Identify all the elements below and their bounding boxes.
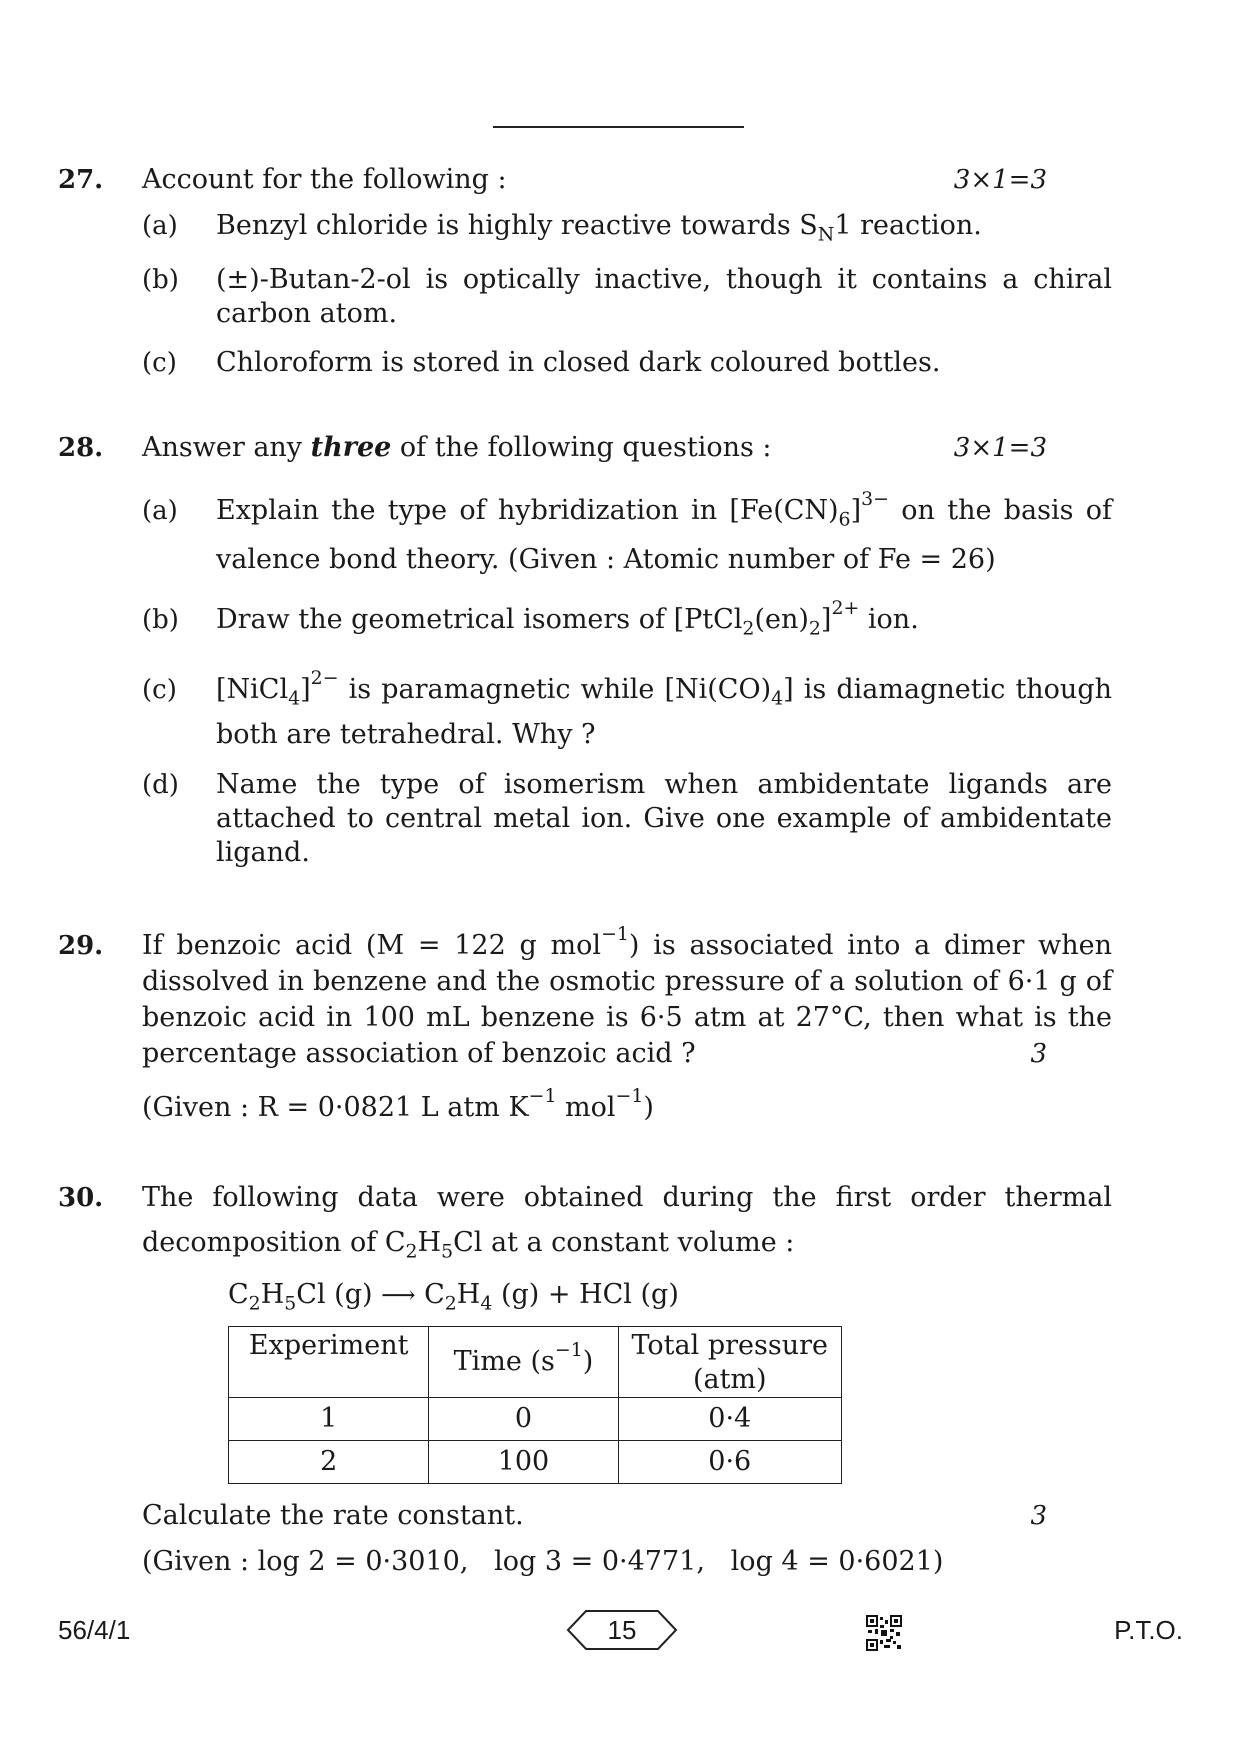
q29-number: 29. [58,931,104,961]
q28b-label: (b) [142,605,179,635]
header-time: Time $(s^{-1})$ [429,1327,618,1398]
q29-given: (Given : R = 0·0821 L atm $K^{-1}$ mol$^{-1}$) [142,1084,654,1123]
table-cell: 1 [229,1398,429,1441]
header-total-pressure: Total pressure (atm) [618,1327,841,1398]
q28d-line3: ligand. [216,837,310,868]
q28d-label: (d) [142,770,179,800]
qr-code-icon [866,1615,902,1651]
q27b-line2: carbon atom. [216,298,398,329]
header-experiment: Experiment [229,1327,429,1398]
q27b-line1: (±)-Butan-2-ol is optically inactive, though it contains a chiral [216,264,1112,295]
q28a-line2: valence bond theory. (Given : Atomic number of Fe = 26) [216,544,996,575]
q28a-label: (a) [142,496,178,526]
q28d-line1: Name the type of isomerism when ambidentate ligands are [216,769,1112,800]
q30-data-table [228,1326,842,1484]
reaction-arrow: ⟶ [381,1281,416,1309]
q29-line2: dissolved in benzene and the osmotic pressure of a solution of 6·1 g of [142,966,1112,997]
table-cell: 0 [429,1398,618,1441]
q28d-line2: attached to central metal ion. Give one example of ambidentate [216,803,1112,834]
q27-number: 27. [58,165,104,195]
q28-marks: 3×1=3 [953,433,1047,463]
q27-marks: 3×1=3 [953,165,1047,195]
q28-stem: Answer any three of the following questions : [142,432,772,463]
q27c-text: Chloroform is stored in closed dark coloured bottles. [216,347,941,378]
q27a-label: (a) [142,211,178,241]
pto-label: P.T.O. [1114,1615,1183,1645]
q27b-label: (b) [142,265,179,295]
q27c-label: (c) [142,348,177,378]
top-rule [493,126,744,128]
table-header-row [229,1327,842,1398]
table-cell: 2 [229,1441,429,1484]
table-row [229,1398,842,1441]
q30-given: (Given : log 2 = 0·3010, log 3 = 0·4771, log 4 = 0·6021) [142,1546,944,1577]
q28-number: 28. [58,433,104,463]
table-cell: 0·6 [618,1441,841,1484]
q27a-text: Benzyl chloride is highly reactive towards $S_N1$ reaction. [216,210,982,246]
page-number: 15 [607,1615,637,1645]
table-row [229,1441,842,1484]
q29-line1: If benzoic acid (M = 122 g mol$^{-1}$) is associated into a dimer when [142,922,1112,961]
q29-line3: benzoic acid in 100 mL benzene is 6·5 atm at 27°C, then what is the [142,1002,1112,1033]
q30-line2: decomposition of $C_2H_5Cl$ at a constant volume : [142,1227,795,1263]
q30-marks: 3 [1030,1501,1047,1531]
paper-code: 56/4/1 [58,1615,131,1645]
page-number-badge [566,1609,678,1651]
q29-marks: 3 [1030,1039,1047,1069]
q30-line1: The following data were obtained during the first order thermal [142,1182,1112,1213]
q28b-text: Draw the geometrical isomers of $[PtCl_2(en)_2]^{2+}$ ion. [216,596,919,640]
q29-line4: percentage association of benzoic acid ? [142,1038,696,1069]
q27-stem: Account for the following : [142,164,507,195]
q30-calc: Calculate the rate constant. [142,1500,524,1531]
q28c-line1: [NiCl$_4$]$^{2-}$ is paramagnetic while $[Ni(CO)_4]$ is diamagnetic though [216,666,1112,710]
q28a-line1: Explain the type of hybridization in $[Fe(CN)_6]^{3-}$ on the basis of [216,487,1112,531]
table-cell: 100 [429,1441,618,1484]
q30-number: 30. [58,1183,104,1213]
q30-reaction: $C_2H_5Cl$ (g) ⟶ $C_2H_4$ (g) + HCl (g) [228,1279,679,1315]
table-cell: 0·4 [618,1398,841,1441]
q28c-label: (c) [142,675,177,705]
q28c-line2: both are tetrahedral. Why ? [216,719,596,750]
